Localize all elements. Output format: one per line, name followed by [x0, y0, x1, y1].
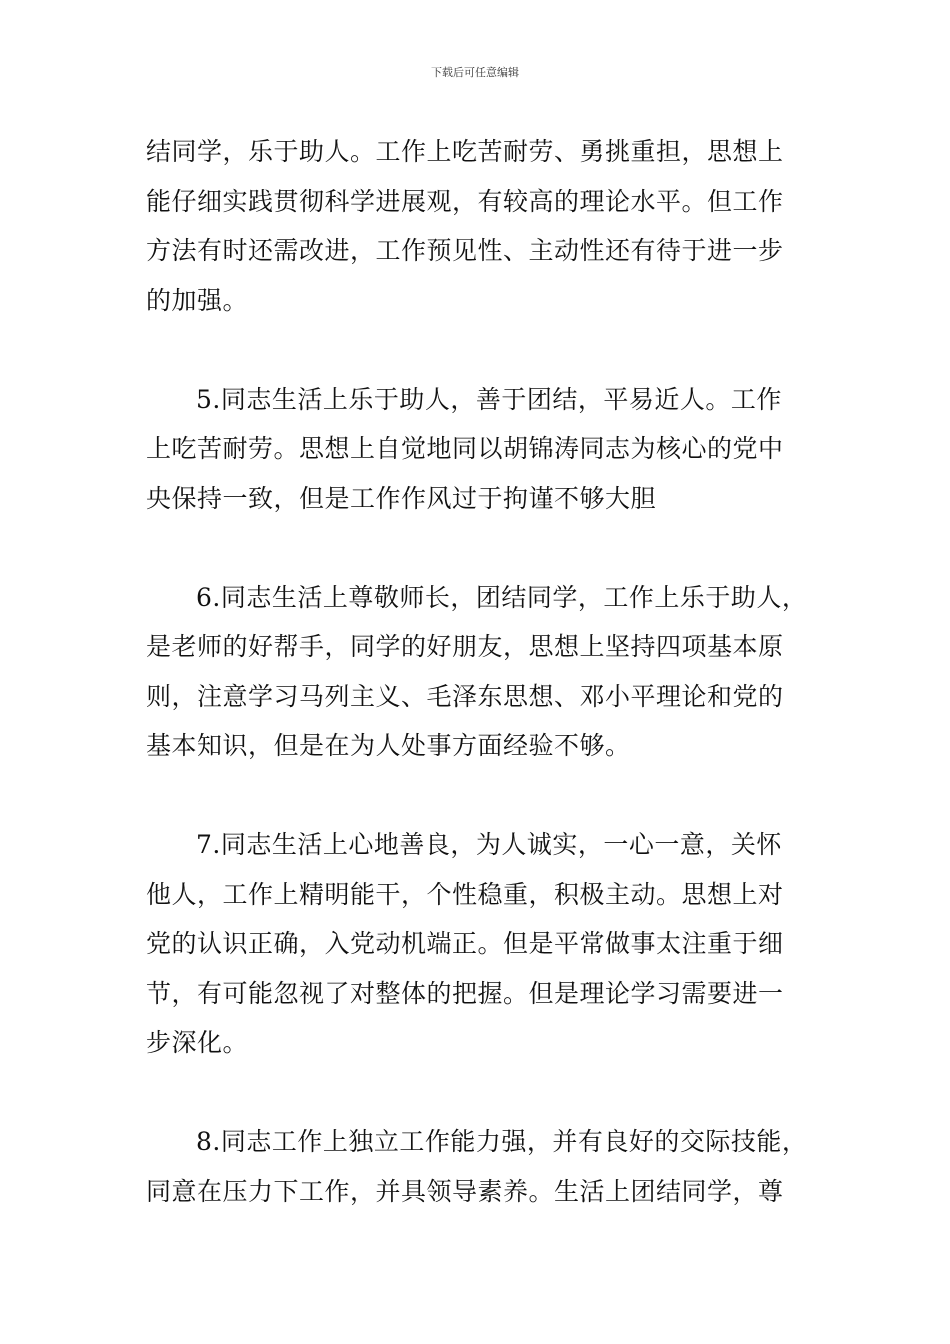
paragraph-item-7: [146, 820, 836, 1068]
text-line: 央保持一致，但是工作作风过于拘谨不够大胆: [146, 483, 657, 513]
text-line: 能仔细实践贯彻科学进展观，有较高的理论水平。但工作: [146, 186, 784, 216]
text-line: 则，注意学习马列主义、毛泽东思想、邓小平理论和党的: [146, 681, 784, 711]
text-line: 5.同志生活上乐于助人，善于团结，平易近人。工作: [196, 384, 782, 414]
text-line: 同意在压力下工作，并具领导素养。生活上团结同学，尊: [146, 1176, 784, 1206]
paragraph-item-8: [146, 1117, 836, 1216]
text-line: 节，有可能忽视了对整体的把握。但是理论学习需要进一: [146, 978, 784, 1008]
paragraph-continuation: [146, 127, 836, 325]
paragraph-item-6: [146, 573, 836, 771]
text-line: 6.同志生活上尊敬师长，团结同学，工作上乐于助人，: [196, 582, 808, 612]
text-line: 是老师的好帮手，同学的好朋友，思想上坚持四项基本原: [146, 632, 784, 661]
text-line: 上吃苦耐劳。思想上自觉地同以胡锦涛同志为核心的党中: [146, 434, 784, 463]
document-body: [146, 127, 836, 1266]
text-line: 他人，工作上精明能干，个性稳重，积极主动。思想上对: [146, 879, 784, 909]
text-line: 7.同志生活上心地善良，为人诚实，一心一意，关怀: [196, 830, 782, 859]
text-line: 8.同志工作上独立工作能力强，并有良好的交际技能，: [196, 1127, 808, 1156]
text-line: 方法有时还需改进，工作预见性、主动性还有待于进一步: [146, 236, 784, 265]
text-line: 步深化。: [146, 1028, 249, 1057]
paragraph-item-5: [146, 375, 836, 524]
text-line: 基本知识，但是在为人处事方面经验不够。: [146, 731, 631, 760]
page-header: 下载后可任意编辑: [431, 66, 519, 79]
text-line: 结同学，乐于助人。工作上吃苦耐劳、勇挑重担，思想上: [146, 137, 784, 166]
text-line: 的加强。: [146, 285, 249, 315]
text-line: 党的认识正确，入党动机端正。但是平常做事太注重于细: [146, 929, 784, 958]
